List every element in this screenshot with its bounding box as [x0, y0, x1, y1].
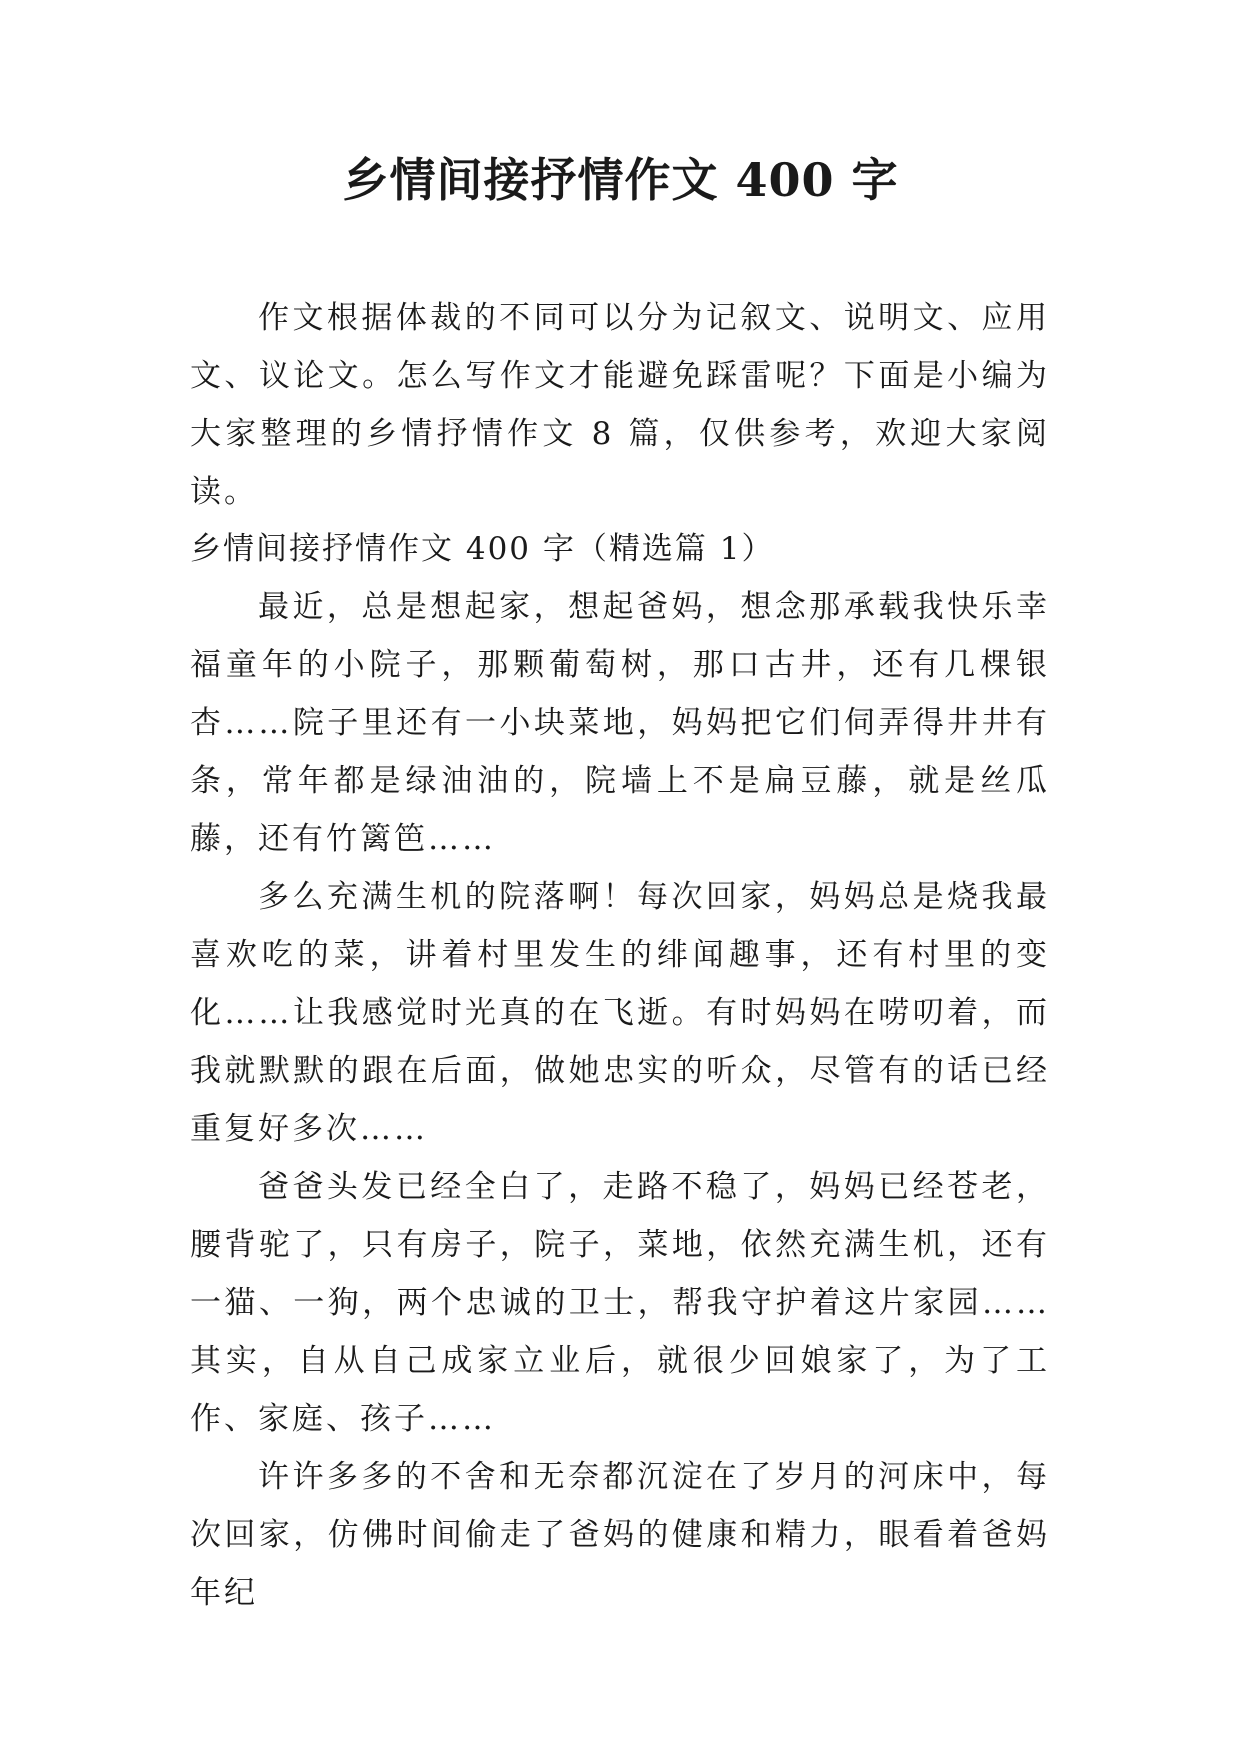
body-paragraph-2: 多么充满生机的院落啊！每次回家，妈妈总是烧我最喜欢吃的菜，讲着村里发生的绯闻趣事，还有村里的变化……让我感觉时光真的在飞逝。有时妈妈在唠叨着，而我就默默的跟在后面，做她忠实的听众，尽管有的话已经重复好多次……: [190, 879, 1050, 1147]
intro-paragraph: 作文根据体裁的不同可以分为记叙文、说明文、应用文、议论文。怎么写作文才能避免踩雷呢？下面是小编为大家整理的乡情抒情作文 8 篇，仅供参考，欢迎大家阅读。: [190, 300, 1050, 510]
document-title: 乡情间接抒情作文 400 字: [342, 153, 899, 207]
body-paragraph-1: 最近，总是想起家，想起爸妈，想念那承载我快乐幸福童年的小院子，那颗葡萄树，那口古井，还有几棵银杏……院子里还有一小块菜地，妈妈把它们伺弄得井井有条，常年都是绿油油的，院墙上不是扁豆藤，就是丝瓜藤，还有竹篱笆……: [190, 589, 1050, 857]
section-heading: 乡情间接抒情作文 400 字（精选篇 1）: [190, 531, 775, 567]
body-paragraph-4: 许许多多的不舍和无奈都沉淀在了岁月的河床中，每次回家，仿佛时间偷走了爸妈的健康和精力，眼看着爸妈年纪: [190, 1459, 1050, 1611]
body-paragraph-3: 爸爸头发已经全白了，走路不稳了，妈妈已经苍老，腰背驼了，只有房子，院子，菜地，依然充满生机，还有一猫、一狗，两个忠诚的卫士，帮我守护着这片家园……其实，自从自己成家立业后，就很少回娘家了，为了工作、家庭、孩子……: [190, 1169, 1050, 1437]
